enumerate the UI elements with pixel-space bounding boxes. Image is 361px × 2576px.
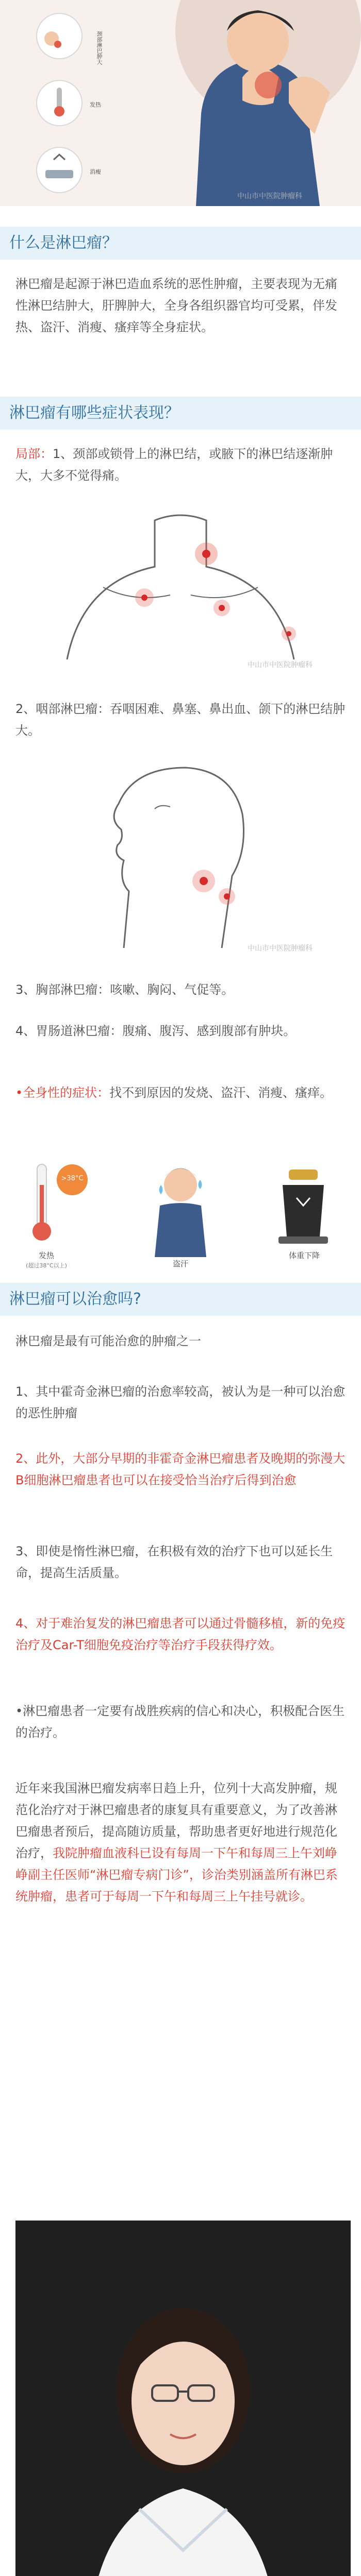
doctor-photo bbox=[15, 2221, 351, 2576]
sweat-label: 盗汗 bbox=[172, 1259, 188, 1268]
heading-text: 淋巴瘤可以治愈吗? bbox=[9, 1290, 141, 1308]
curable-p6 bbox=[15, 1777, 346, 1907]
weight-loss-label: 体重下降 bbox=[288, 1251, 320, 1260]
heading-text: 什么是淋巴瘤？ bbox=[9, 234, 118, 252]
symptom-label-fever: 发热 bbox=[90, 101, 101, 108]
section-heading-curable bbox=[0, 1283, 361, 1316]
systemic-text: 找不到原因的发烧、盗汗、消瘦、瘙痒。 bbox=[109, 1086, 333, 1100]
what-body: 淋巴瘤是起源于淋巴造血系统的恶性肿瘤，主要表现为无痛性淋巴结肿大，肝脾肿大，全身各组织器官均可受累，伴发热、盗汗、消瘦、瘙痒等全身症状。 bbox=[15, 277, 337, 334]
local-text: 1、颈部或锁骨上的淋巴结，或腋下的淋巴结逐渐肿大，大多不觉得痛。 bbox=[15, 447, 333, 483]
watermark: 中山市中医院肿瘤科 bbox=[248, 661, 313, 669]
symptom-item-2: 2、咽部淋巴瘤：吞咽困难、鼻塞、鼻出血、颌下的淋巴结肿大。 bbox=[15, 702, 346, 738]
section-heading-symptoms bbox=[0, 397, 361, 430]
top-illustration bbox=[0, 0, 361, 206]
symptom-label-weight-loss: 消瘦 bbox=[90, 168, 101, 175]
lymphoma-symptoms-illustration bbox=[0, 0, 361, 206]
head-profile-diagram bbox=[0, 757, 361, 958]
symptom-item-3: 3、胸部淋巴瘤：咳嗽、胸闷、气促等。 bbox=[15, 982, 234, 997]
fever-label: 发热 bbox=[38, 1251, 54, 1260]
watermark: 中山市中医院肿瘤科 bbox=[248, 944, 313, 953]
fever-sub: (超过38°C以上) bbox=[26, 1262, 67, 1269]
systemic-prefix: •全身性的症状： bbox=[15, 1086, 110, 1100]
curable-intro: 淋巴瘤是最有可能治愈的肿瘤之一 bbox=[15, 1334, 201, 1348]
head-diagram bbox=[0, 757, 361, 958]
curable-p2: 2、此外，大部分早期的非霍奇金淋巴瘤患者及晚期的弥漫大B细胞淋巴瘤患者也可以在接受恰当治疗后得到治愈 bbox=[15, 1451, 346, 1487]
symptom-label-swollen-node: 颈部淋巴肿大 bbox=[96, 31, 103, 65]
curable-p1: 1、其中霍奇金淋巴瘤的治愈率较高，被认为是一种可以治愈的恶性肿瘤 bbox=[15, 1384, 346, 1420]
symptom-systemic bbox=[15, 1082, 346, 1104]
section-heading-what bbox=[0, 227, 361, 260]
p6-part-a: 近年来我国淋巴瘤发病率日趋上升，位列十大高发肿瘤，规范化治疗对于淋巴瘤患者的康复具有重要意义，为了改善淋巴瘤患者预后，提高随访质量，帮助患者更好地进行规范化治疗， bbox=[15, 1781, 337, 1860]
heading-text: 淋巴瘤有哪些症状表现？ bbox=[9, 404, 179, 422]
fever-badge: >38°C bbox=[61, 1175, 84, 1182]
local-prefix: 局部： bbox=[15, 447, 53, 461]
doctor-portrait bbox=[15, 2221, 351, 2576]
watermark: 中山市中医院肿瘤科 bbox=[237, 192, 302, 200]
neck-diagram bbox=[0, 505, 361, 675]
curable-p3: 3、即使是惰性淋巴瘤，在积极有效的治疗下也可以延长生命，提高生活质量。 bbox=[15, 1544, 333, 1580]
curable-p4: 4、对于难治复发的淋巴瘤患者可以通过骨髓移植，新的免疫治疗及Car-T细胞免疫治疗等治疗手段获得疗效。 bbox=[15, 1616, 346, 1652]
shoulder-lymph-diagram bbox=[0, 505, 361, 675]
curable-p5: •淋巴瘤患者一定要有战胜疾病的信心和决心，积极配合医生的治疗。 bbox=[15, 1704, 345, 1740]
symptom-local bbox=[15, 443, 346, 486]
weight-scale-icon bbox=[278, 1170, 328, 1244]
symptom-item-4: 4、胃肠道淋巴瘤：腹痛、腹泻、感到腹部有肿块。 bbox=[15, 1024, 296, 1038]
p6-part-d: ，诊治类别涵盖所有淋巴系统肿瘤，患者可于每周一下午和每周三上午挂号就诊。 bbox=[15, 1868, 338, 1904]
p6-part-b: 我院肿瘤血液科已设有每周一 bbox=[53, 1846, 214, 1860]
systemic-icons bbox=[0, 1149, 361, 1273]
p6-part-c: 下午和每周三上午刘峥峥副主任医师“淋巴瘤专病门诊” bbox=[15, 1846, 337, 1882]
sweating-person-icon bbox=[155, 1168, 206, 1258]
